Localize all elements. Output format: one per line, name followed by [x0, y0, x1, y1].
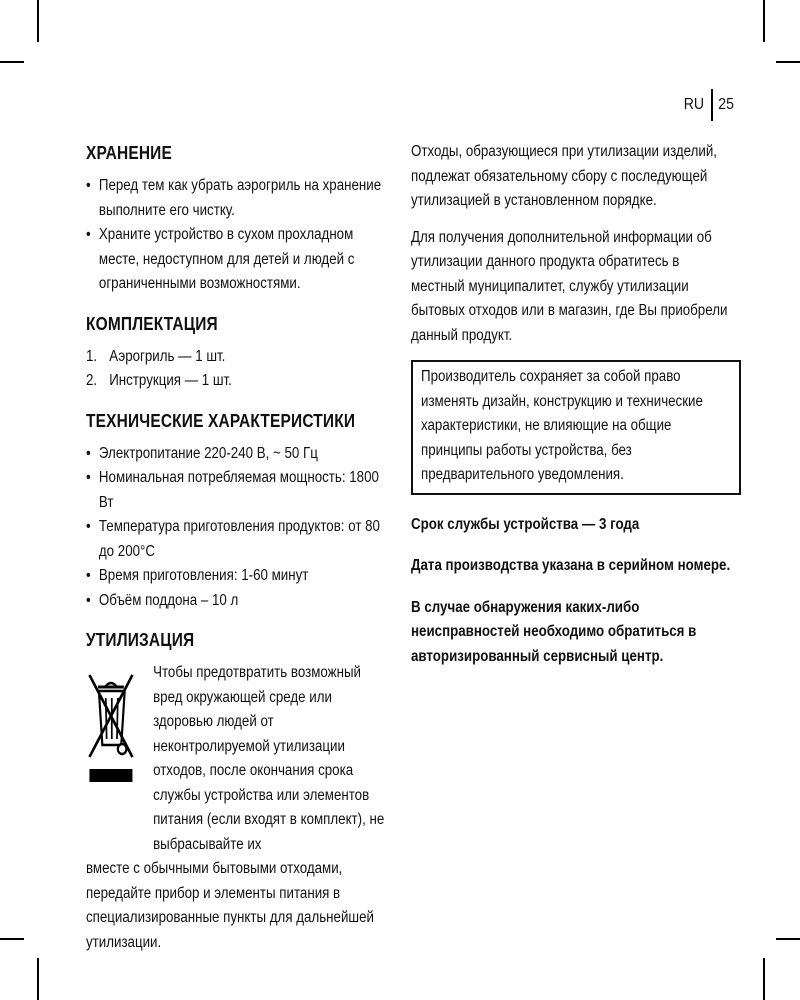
package-list [86, 345, 386, 394]
list-item: • Номинальная потребляемая мощность: 1800 Вт [86, 466, 386, 515]
production-date: Дата производства указана в серийном номере. [411, 557, 731, 574]
crop-mark [37, 0, 39, 42]
crop-mark [776, 938, 800, 940]
service-center-note: В случае обнаружения каких-либо неисправностей необходимо обратиться в авторизированный сервисный центр. [411, 598, 697, 665]
storage-title: ХРАНЕНИЕ [86, 143, 172, 163]
manufacturer-notice-box [411, 360, 741, 495]
crop-mark [0, 61, 24, 63]
crop-mark [776, 61, 800, 63]
storage-list [86, 174, 386, 297]
disposal-title: УТИЛИЗАЦИЯ [86, 630, 195, 650]
list-item: • Температура приготовления продуктов: от 80 до 200°С [86, 515, 386, 564]
list-item: • Перед тем как убрать аэрогриль на хранение выполните его чистку. [86, 174, 386, 223]
left-column-content [86, 140, 386, 955]
page-header [680, 89, 737, 121]
item-text: Аэрогриль — 1 шт. [109, 347, 226, 365]
page-number: 25 [718, 96, 735, 113]
specs-title: ТЕХНИЧЕСКИЕ ХАРАКТЕРИСТИКИ [86, 410, 356, 431]
list-item: • Храните устройство в сухом прохладном месте, недоступном для детей и людей с ограниченными возможностями. [86, 223, 386, 297]
disposal-text-continued: вместе с обычными бытовыми отходами, передайте прибор и элементы питания в специализированные пункты для дальнейшей утилизации. [86, 860, 374, 951]
language-label: RU [683, 96, 705, 113]
crop-mark [763, 0, 765, 42]
crop-mark [0, 938, 24, 940]
service-life: Срок службы устройства — 3 года [411, 515, 640, 533]
waste-paragraph: Отходы, образующиеся при утилизации изделий, подлежат обязательному сбору с последующей утилизацией в установленном порядке. [411, 143, 718, 209]
item-number: 2. [86, 372, 98, 389]
crop-mark [37, 958, 39, 1000]
specs-section [86, 408, 386, 614]
right-column-content [411, 140, 733, 348]
item-number: 1. [86, 347, 98, 365]
left-column [86, 140, 386, 961]
list-item [86, 345, 386, 370]
info-paragraph: Для получения дополнительной информации об утилизации данного продукта обратитесь в местный муниципалитет, службу утилизации бытовых отходов или в магазин, где Вы приобрели данный продукт. [411, 228, 728, 344]
disposal-section [86, 627, 386, 955]
crop-mark [763, 958, 765, 1000]
package-section [86, 311, 386, 394]
list-item: • Объём поддона – 10 л [86, 589, 386, 614]
disposal-block [86, 661, 386, 857]
right-column-bold-content [411, 513, 733, 670]
storage-section [86, 140, 386, 297]
specs-list [86, 442, 386, 614]
disposal-text: Чтобы предотвратить возможный вред окружающей среде или здоровью людей от неконтролируемой утилизации отходов, после окончания срока службы устройства или элементов питания (если входят в комплект), не выбрасывайте их [153, 664, 385, 853]
package-title: КОМПЛЕКТАЦИЯ [86, 313, 218, 334]
crossed-out-wheelie-bin-icon [86, 665, 136, 785]
list-item [86, 369, 386, 394]
list-item: • Время приготовления: 1-60 минут [86, 564, 386, 589]
manufacturer-notice: Производитель сохраняет за собой право изменять дизайн, конструкцию и технические характеристики, не влияющие на общие принципы работы устройства, без предварительного уведомления. [421, 368, 703, 483]
list-item: • Электропитание 220-240 В, ~ 50 Гц [86, 442, 386, 467]
right-column [411, 140, 733, 686]
item-text: Инструкция — 1 шт. [109, 372, 232, 389]
